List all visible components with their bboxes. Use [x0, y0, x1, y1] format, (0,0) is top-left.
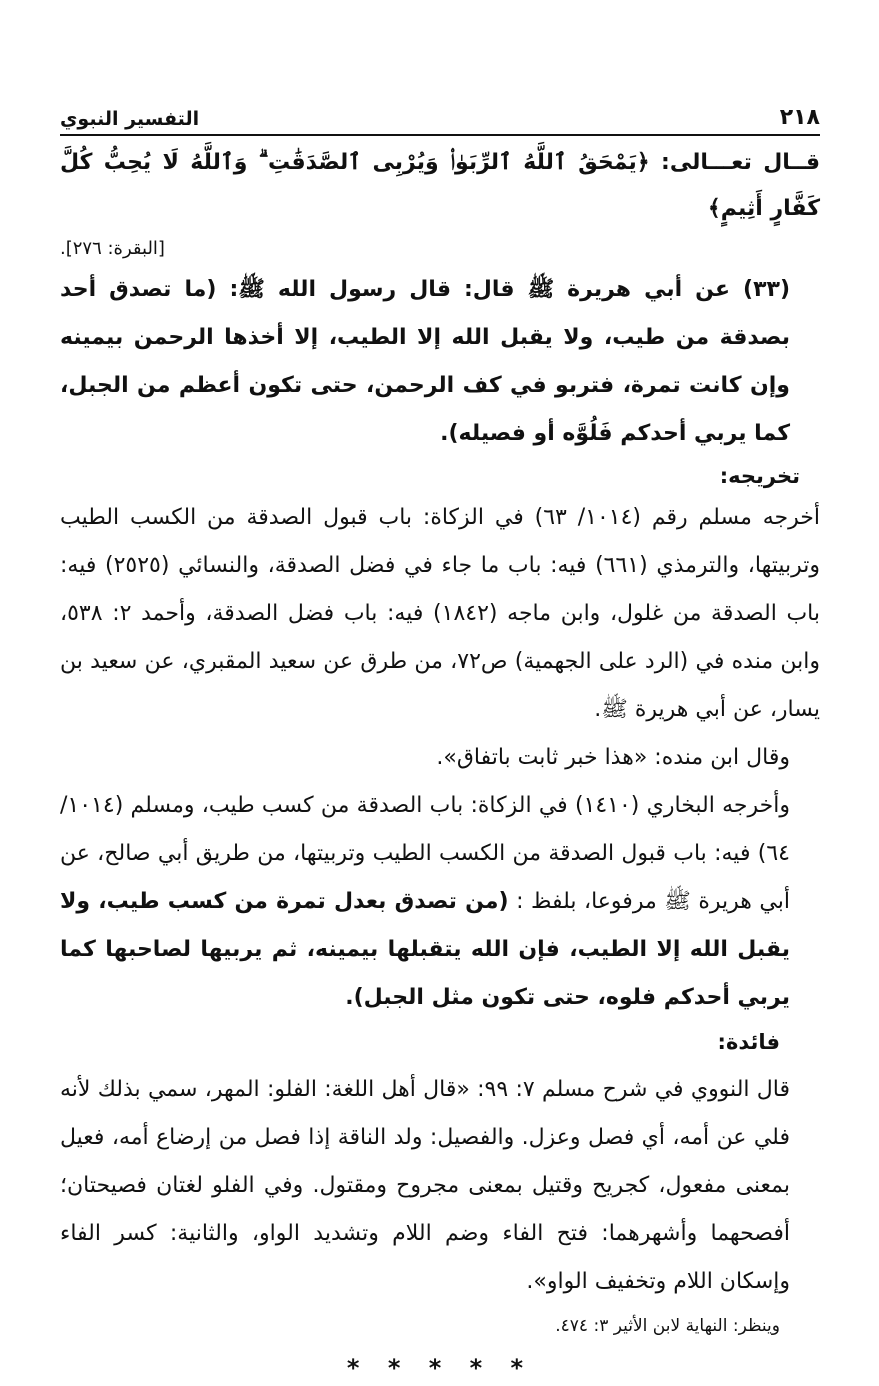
page-header — [60, 105, 820, 136]
takhrij-heading: تخريجه: — [719, 464, 800, 488]
hadith-intro: (٣٣) عن أبي هريرة ﷺ قال: قال رسول الله ﷺ: — [229, 277, 791, 302]
hadith-paragraph — [60, 266, 820, 458]
verse-text: ﴿يَمْحَقُ ٱللَّهُ ٱلرِّبَوٰا۟ وَيُرْبِى ٱلصَّدَقَٰتِ ۗ وَٱللَّهُ لَا يُحِبُّ كُلَّ كَفَّارٍ أَثِيمٍ﴾ — [60, 150, 820, 221]
takhrij-para3-bold: (من تصدق بعدل تمرة من كسب طيب، ولا يقبل الله إلا الطيب، فإن الله يتقبلها بيمينه، ثم يربيها لصاحبها كما يربي أحدكم فلوه، حتى تكون مثل الجبل). — [60, 889, 790, 1010]
takhrij-paragraph-1: أخرجه مسلم رقم (١٠١٤/ ٦٣) في الزكاة: باب قبول الصدقة من الكسب الطيب وتربيتها، والترمذي (٦٦١) فيه: باب ما جاء في فضل الصدقة، والنسائي (٢٥٢٥) فيه: باب الصدقة من غلول، وابن ماجه (١٨٤٢) فيه: باب فضل الصدقة، وأحمد ٢: ٥٣٨، وابن منده في (الرد على الجهمية) ص٧٢، من طرق عن سعيد المقبري، عن سعيد بن يسار، عن أبي هريرة ﷺ. — [60, 505, 821, 722]
takhrij-paragraph-2: وقال ابن منده: «هذا خبر ثابت باتفاق». — [436, 745, 790, 770]
verse-intro: قــال تعـــالى: — [649, 150, 820, 175]
takhrij-para3-plain: وأخرجه البخاري (١٤١٠) في الزكاة: باب الصدقة من كسب طيب، ومسلم (١٠١٤/ ٦٤) فيه: باب قبول الصدقة من الكسب الطيب وتربيتها، من طريق أبي صالح، عن أبي هريرة ﷺ مرفوعا، بلفظ : — [60, 793, 790, 914]
faida-note: وينظر: النهاية لابن الأثير ٣: ٤٧٤. — [555, 1316, 780, 1336]
quran-verse — [60, 140, 820, 232]
page-content — [60, 105, 820, 1382]
faida-paragraph: قال النووي في شرح مسلم ٧: ٩٩: «قال أهل اللغة: الفلو: المهر، سمي بذلك لأنه فلي عن أمه، أي فصل وعزل. والفصيل: ولد الناقة إذا فصل من إرضاع أمه، فعيل بمعنى مفعول، كجريح وقتيل بمعنى مجروح ومقتول. وفي الفلو لغتان فصيحتان؛ أفصحهما وأشهرهما: فتح الفاء وضم اللام وتشديد الواو، والثانية: كسر الفاء وإسكان اللام وتخفيف الواو». — [60, 1077, 791, 1294]
book-title: التفسير النبوي — [60, 108, 200, 130]
takhrij-paragraph-3 — [60, 782, 820, 1022]
verse-reference: [البقرة: ٢٧٦]. — [60, 238, 165, 259]
faida-heading: فائدة: — [717, 1030, 780, 1054]
page-number: ٢١٨ — [779, 105, 820, 130]
hadith-text: (ما تصدق أحد بصدقة من طيب، ولا يقبل الله إلا الطيب، إلا أخذها الرحمن بيمينه وإن كانت تمرة، فتربو في كف الرحمن، حتى تكون أعظم من الجبل، كما يربي أحدكم فَلُوَّه أو فصيله). — [60, 277, 790, 446]
section-separator: * * * * * — [346, 1354, 534, 1382]
